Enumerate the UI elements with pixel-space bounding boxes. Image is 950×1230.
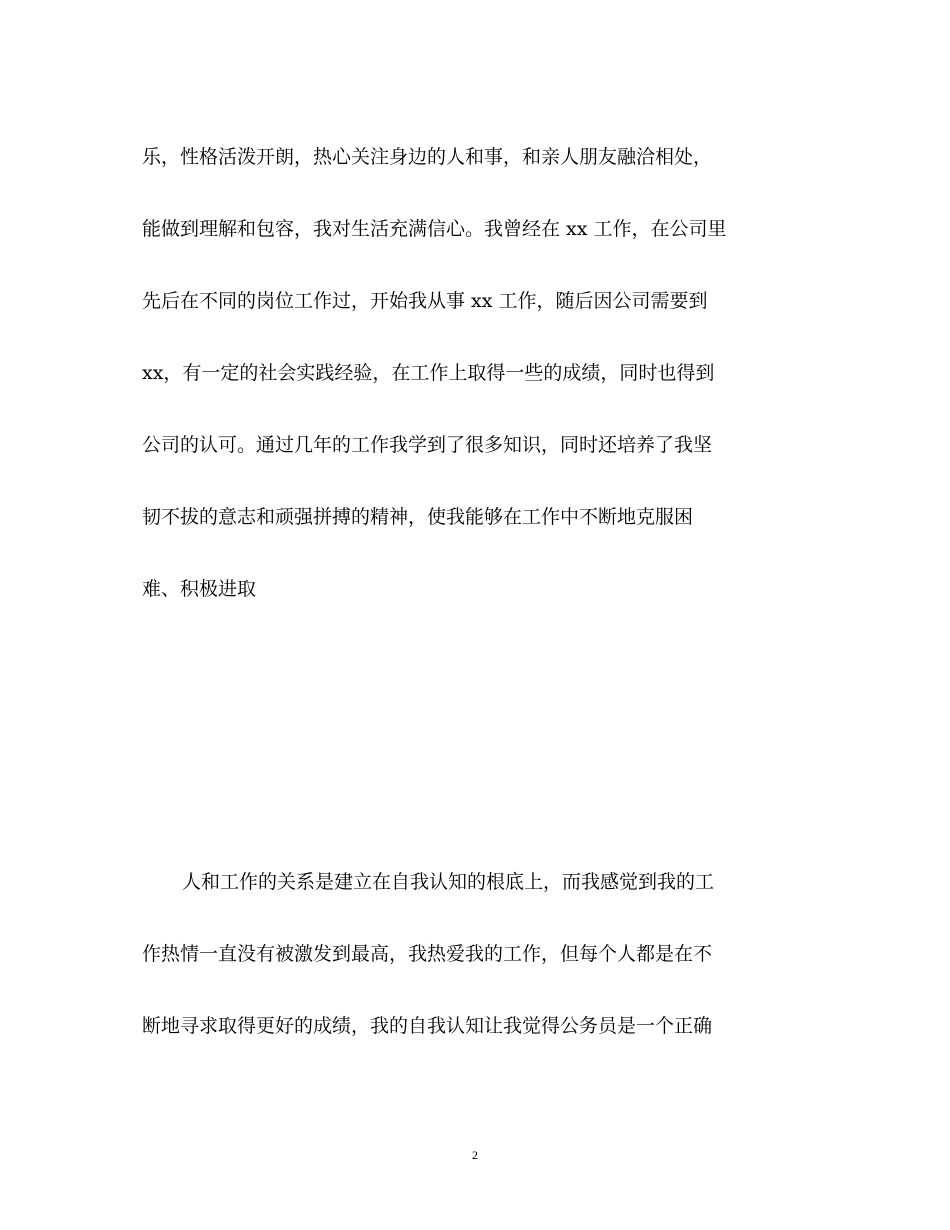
- paragraph-line: 断地寻求取得更好的成绩，我的自我认知让我觉得公务员是一个正确: [142, 1015, 713, 1037]
- paragraph-line: 难、积极进取: [142, 578, 257, 600]
- paragraph-line: 作热情一直没有被激发到最高，我热爱我的工作，但每个人都是在不: [142, 943, 713, 965]
- paragraph-line: 公司的认可。通过几年的工作我学到了很多知识，同时还培养了我坚: [142, 434, 713, 456]
- paragraph-line: 韧不拔的意志和顽强拼搏的精神，使我能够在工作中不断地克服困: [142, 506, 694, 528]
- paragraph-1: [142, 139, 822, 643]
- paragraph-line: xx，有一定的社会实践经验，在工作上取得一些的成绩，同时也得到: [142, 362, 715, 384]
- paragraph-line: 先后在不同的岗位工作过，开始我从事 xx 工作，随后因公司需要到: [142, 290, 708, 312]
- paragraph-2: [142, 864, 822, 1080]
- paragraph-line: 能做到理解和包容，我对生活充满信心。我曾经在 xx 工作，在公司里: [142, 218, 727, 240]
- paragraph-line: 乐，性格活泼开朗，热心关注身边的人和事，和亲人朋友融洽相处，: [142, 146, 713, 168]
- paragraph-line: 人和工作的关系是建立在自我认知的根底上，而我感觉到我的工: [182, 871, 715, 893]
- page-number: 2: [472, 1148, 478, 1162]
